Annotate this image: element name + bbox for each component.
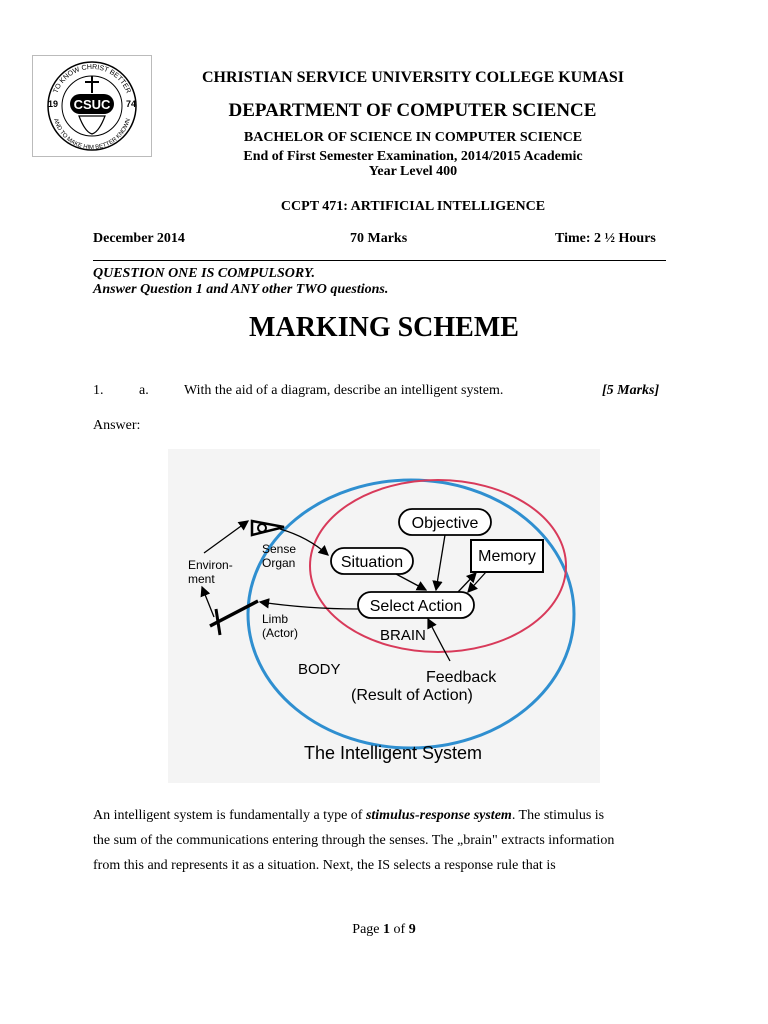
total-marks: 70 Marks: [350, 231, 408, 246]
university-name: CHRISTIAN SERVICE UNIVERSITY COLLEGE KUMASI: [201, 69, 625, 86]
paragraph-text: . The stimulus is: [511, 808, 605, 823]
memory-label: Memory: [478, 548, 536, 565]
intelligent-system-diagram: [168, 449, 600, 783]
environment-label-line2: ment: [188, 572, 215, 586]
compulsory-note: QUESTION ONE IS COMPULSORY.: [93, 266, 315, 281]
paragraph-line-2: the sum of the communications entering through the senses. The „brain" extracts information: [93, 833, 615, 848]
paragraph-emphasis: stimulus-response system: [365, 808, 512, 823]
header-divider: [93, 260, 666, 261]
select-action-label: Select Action: [369, 598, 463, 615]
objective-label: Objective: [411, 515, 479, 532]
footer-of: of: [390, 922, 409, 937]
paragraph-text: An intelligent system is fundamentally a type of: [93, 808, 366, 823]
diagram-caption: The Intelligent System: [303, 743, 483, 763]
paragraph-line-3: from this and represents it as a situation. Next, the IS selects a response rule that is: [93, 858, 556, 873]
seal-year-right: 74: [125, 99, 137, 109]
footer-prefix: Page: [352, 922, 384, 937]
page-footer: [0, 922, 768, 938]
answer-instructions: Answer Question 1 and ANY other TWO questions.: [93, 282, 389, 297]
limb-label-line1: Limb: [262, 612, 289, 626]
year-level: Year Level 400: [368, 164, 458, 179]
question-part: a.: [139, 383, 149, 398]
question-number: 1.: [93, 383, 104, 398]
question-marks: [5 Marks]: [602, 383, 660, 398]
brain-label: BRAIN: [380, 627, 426, 644]
seal-year-left: 19: [47, 99, 59, 109]
footer-total-pages: 9: [408, 922, 416, 937]
sense-organ-label-line1: Sense: [262, 542, 297, 556]
question-text: With the aid of a diagram, describe an intelligent system.: [184, 383, 504, 398]
seal-motto-top: TO KNOW CHRIST BETTER: [52, 63, 132, 95]
exam-date: December 2014: [93, 231, 185, 246]
seal-motto-bottom: AND TO MAKE HIM BETTER KNOWN: [52, 117, 132, 152]
degree-title: BACHELOR OF SCIENCE IN COMPUTER SCIENCE: [243, 130, 583, 145]
paragraph-line-1: [93, 805, 675, 827]
document-title: MARKING SCHEME: [249, 312, 519, 343]
situation-label: Situation: [340, 554, 404, 571]
course-title: CCPT 471: ARTIFICIAL INTELLIGENCE: [280, 199, 546, 214]
answer-label: Answer:: [93, 418, 141, 433]
environment-label-line1: Environ-: [188, 558, 233, 572]
feedback-label-line2: (Result of Action): [351, 687, 473, 704]
department-name: DEPARTMENT OF COMPUTER SCIENCE: [228, 100, 597, 121]
exam-title: End of First Semester Examination, 2014/2015 Academic: [243, 149, 583, 164]
seal-initials: CSUC: [73, 97, 111, 112]
footer-current-page: 1: [383, 922, 391, 937]
body-label: BODY: [298, 661, 341, 678]
limb-label-line2: (Actor): [262, 626, 298, 640]
sense-organ-label-line2: Organ: [262, 556, 296, 570]
feedback-label-line1: Feedback: [426, 669, 497, 686]
exam-duration: Time: 2 ½ Hours: [555, 231, 656, 246]
